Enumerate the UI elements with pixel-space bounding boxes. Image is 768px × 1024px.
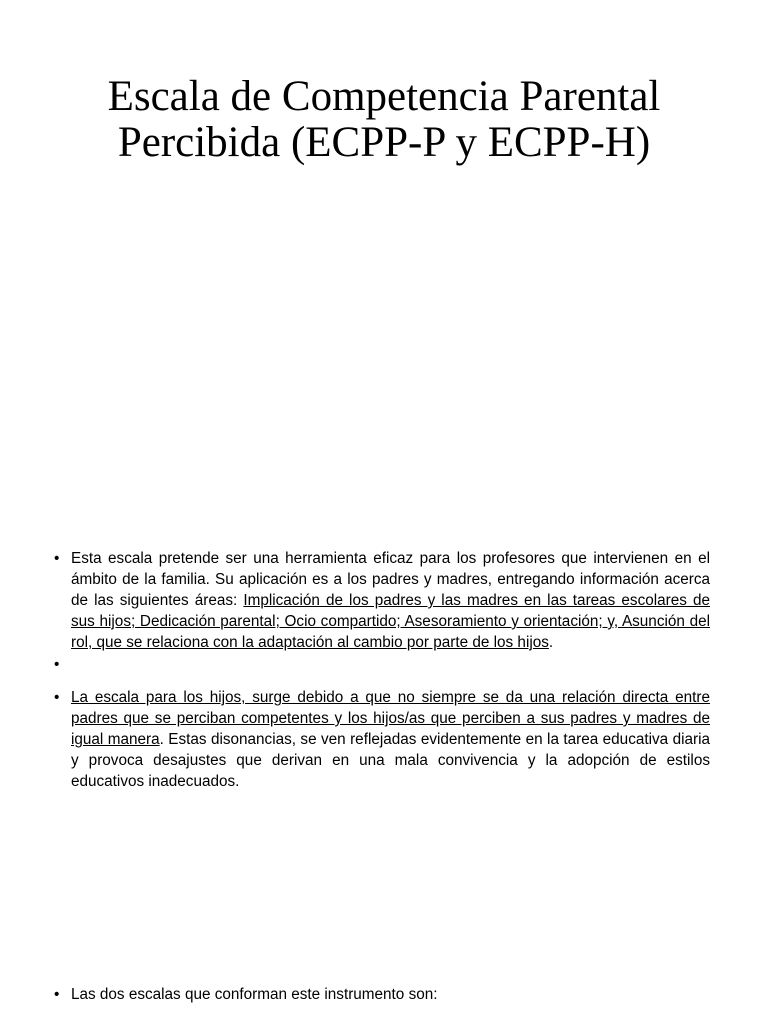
bullet-item-two-scales [54,984,727,1005]
bullet-icon: • [54,986,60,1003]
dissonance-text: . Estas disonancias, se ven reflejadas evidentemente en la tarea educativa diaria y provoca desajustes que derivan en una mala convivencia y la adopción de estilos educativos inadecuados. [71,731,710,790]
bullet-item-description [54,548,710,653]
page-title: Escala de Competencia Parental Percibida (ECPP-P y ECPP-H) [107,73,661,166]
bullet-list [54,548,710,1003]
bullet-text: Las dos escalas que conforman este instrumento son: [71,986,438,1003]
bullet-icon: • [54,550,60,567]
bullet-text [71,548,710,653]
bullet-item-children-scale [54,687,710,792]
areas-list-text: Implicación de los padres y las madres en las tareas escolares de sus hijos; Dedicación parental; Ocio compartido; Asesoramiento y orientación; y, Asunción del rol, que se relaciona con la adaptación al cambio por parte de los hijos [71,592,710,651]
bullet-icon: • [54,689,60,706]
bullet-icon: • [54,656,60,673]
bullet-end-text: . [548,634,554,651]
bullet-text [71,687,710,792]
bullet-item-empty [54,654,710,675]
bullet-intro-text: Esta escala pretende ser una herramienta eficaz para los profesores que intervienen en el ámbito de la familia. Su aplicación es a los padres y madres, entregando información acerca de las siguientes áreas: [71,550,710,609]
children-scale-text: La escala para los hijos, surge debido a que no siempre se da una relación directa entre padres que se perciban competentes y los hijos/as que perciben a sus padres y madres de igual manera [71,689,710,748]
